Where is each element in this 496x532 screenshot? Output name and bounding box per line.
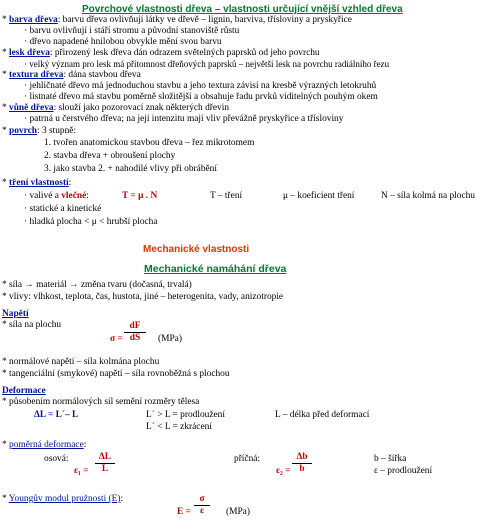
item-color: * barva dřeva: barvu dřeva ovlivňují látky ve dřevě – lignin, barviva, třísloviny a pryskyřice bbox=[2, 15, 352, 25]
relative-eps1: ε₁ = bbox=[74, 466, 89, 476]
stress-lead: * síla na plochu bbox=[2, 320, 62, 330]
relative-deformation-label: poměrná deformace bbox=[9, 440, 84, 450]
relative-fraction-1 bbox=[95, 452, 115, 475]
relative-b-def: b – šířka bbox=[374, 454, 407, 464]
text-surface: : 3 stupně: bbox=[37, 126, 77, 136]
influences-line: * vlivy: vlhkost, teplota, čas, hustota, jiné – heterogenita, vady, anizotropie bbox=[2, 292, 284, 302]
stress-unit: (MPa) bbox=[158, 334, 182, 344]
relative-transverse: příčná: bbox=[234, 454, 261, 464]
deformation-lead: * působením normálových sil semění rozměry tělesa bbox=[2, 397, 200, 407]
friction-t-def: T – tření bbox=[210, 191, 243, 201]
relative-eps-def: ε – prodloužení bbox=[374, 466, 433, 476]
friction-prefix: · valivé a bbox=[24, 191, 62, 201]
term-gloss: lesk dřeva bbox=[9, 48, 50, 58]
relative-num2: Δb bbox=[296, 452, 308, 462]
friction-mu-def: μ – koeficient tření bbox=[283, 191, 355, 201]
deformation-extension: L´ > L = prodloužení bbox=[146, 410, 225, 420]
surface-level-2: 2. stavba dřeva + obroušení plochy bbox=[44, 151, 176, 161]
young-colon: : bbox=[120, 494, 124, 504]
term-friction: tření vlastností bbox=[9, 178, 69, 188]
stress-den: dS bbox=[129, 333, 141, 343]
deformation-compression: L´ < L = zkrácení bbox=[146, 422, 212, 432]
term-surface: povrch bbox=[9, 126, 37, 136]
force-line: * síla → materiál → změna tvaru (dočasná, trvalá) bbox=[2, 280, 192, 290]
friction-smooth: · hladká plocha < μ < hrubší plocha bbox=[24, 217, 158, 227]
section-title-mechanical: Mechanické vlastnosti bbox=[143, 244, 250, 255]
deformation-delta: ΔL = L´– L bbox=[34, 410, 79, 420]
friction-colon: : bbox=[86, 191, 89, 201]
young-unit: (MPa) bbox=[226, 507, 250, 517]
text-friction: : bbox=[68, 178, 72, 188]
deformation-length-def: L – délka před deformací bbox=[275, 410, 370, 420]
surface-level-1: 1. tvořen anatomickou stavbou dřeva – řez mikrotomem bbox=[44, 138, 255, 148]
young-fraction bbox=[194, 494, 210, 517]
friction-formula-line bbox=[24, 191, 89, 202]
friction-kind: vlečné bbox=[61, 191, 87, 201]
relative-den2: b bbox=[299, 464, 305, 474]
text-gloss: : přirozený lesk dřeva dán odrazem světelných paprsků od jeho povrchu bbox=[49, 48, 320, 58]
friction-static: · statické a kinetické bbox=[24, 204, 102, 214]
item-surface: * povrch: 3 stupně: bbox=[2, 126, 77, 136]
item-color-sub2: · dřevo napadené hnilobou obvykle mění svou barvu bbox=[24, 37, 222, 47]
item-scent-sub1: · patrná u čerstvého dřeva; na její intenzitu mají vliv převážně pryskyřice a třísloviny bbox=[24, 114, 344, 124]
item-texture: * textura dřeva: dána stavbou dřeva bbox=[2, 70, 141, 80]
young-label: Youngův modul pružnosti (E) bbox=[8, 494, 121, 504]
item-texture-sub2: · listnaté dřevo má stavbu poměrně složitější a obsahuje řadu prvků viditelných pouhým okem bbox=[24, 92, 378, 102]
stress-tangential: * tangenciální (smykové) napětí – síla rovnoběžná s plochou bbox=[2, 369, 230, 379]
young-line: * Youngův modul pružnosti (E): bbox=[2, 494, 124, 504]
stress-normal: * normálové napětí – síla kolmána plochu bbox=[2, 357, 160, 367]
term-color: barva dřeva bbox=[9, 15, 58, 25]
text-texture: : dána stavbou dřeva bbox=[63, 70, 141, 80]
surface-level-3: 3. jako stavba 2. + nahodilé vlivy při obrábění bbox=[44, 164, 217, 174]
stress-heading: Napětí bbox=[2, 309, 29, 319]
relative-eps2: ε₂ = bbox=[276, 466, 291, 476]
stress-fraction bbox=[124, 321, 146, 344]
relative-num1: ΔL bbox=[98, 452, 112, 462]
relative-deformation-colon: : bbox=[83, 440, 87, 450]
young-e: E = bbox=[177, 507, 191, 517]
text-scent: : slouží jako pozorovací znak některých dřevin bbox=[53, 103, 230, 113]
section-title-surface: Povrchové vlastnosti dřeva – vlastnosti určující vnější vzhled dřeva bbox=[82, 4, 403, 15]
stress-sigma: σ = bbox=[110, 334, 123, 344]
deformation-heading: Deformace bbox=[2, 386, 46, 396]
relative-deformation-line: * poměrná deformace: bbox=[2, 440, 87, 450]
term-texture: textura dřeva bbox=[9, 70, 64, 80]
friction-n-def: N – síla kolmá na plochu bbox=[381, 191, 475, 201]
section-subtitle-stress: Mechanické namáhání dřeva bbox=[144, 263, 287, 275]
item-scent: * vůně dřeva: slouží jako pozorovací znak některých dřevin bbox=[2, 103, 230, 113]
item-color-sub1: · barvu ovlivňují i stáří stromu a původní stanoviště růstu bbox=[24, 26, 240, 36]
relative-den1: L bbox=[101, 464, 109, 474]
young-den: ε bbox=[199, 506, 204, 516]
item-friction: * tření vlastností: bbox=[2, 178, 72, 188]
term-scent: vůně dřeva bbox=[9, 103, 54, 113]
young-num: σ bbox=[199, 494, 205, 504]
relative-fraction-2 bbox=[292, 452, 312, 475]
friction-formula: T = μ . N bbox=[122, 191, 158, 201]
text-color: : barvu dřeva ovlivňují látky ve dřevě – lignin, barviva, třísloviny a pryskyřice bbox=[57, 15, 352, 25]
item-gloss-sub1: · velký význam pro lesk má přítomnost dřeňových paprsků – největší lesk na povrchu radiálního řezu bbox=[24, 59, 390, 69]
item-gloss: * lesk dřeva: přirozený lesk dřeva dán odrazem světelných paprsků od jeho povrchu bbox=[2, 48, 320, 58]
relative-axial: osová: bbox=[44, 454, 69, 464]
item-texture-sub1: · jehličnaté dřevo má jednoduchou stavbu a jeho textura závisí na kresbě výrazných letokruhů bbox=[24, 81, 377, 91]
stress-num: dF bbox=[129, 321, 141, 331]
